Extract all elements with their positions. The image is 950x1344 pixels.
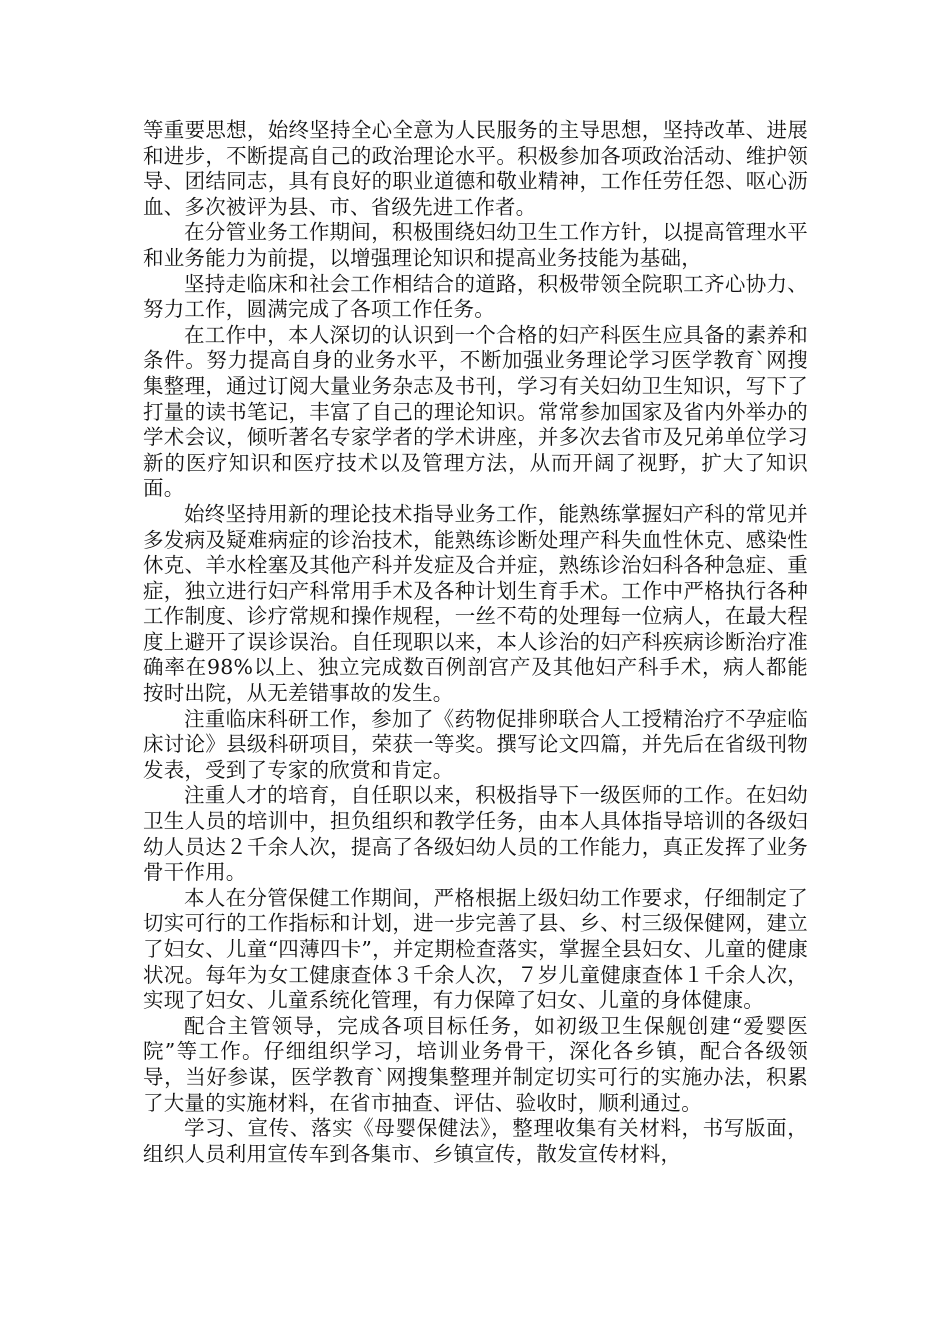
paragraph: 坚持走临床和社会工作相结合的道路，积极带领全院职工齐心协力、努力工作，圆满完成了各项工作任务。: [143, 271, 808, 322]
paragraph: 等重要思想，始终坚持全心全意为人民服务的主导思想，坚持改革、进展和进步，不断提高自己的政治理论水平。积极参加各项政治活动、维护领导、团结同志，具有良好的职业道德和敬业精神，工作任劳任怨、呕心沥血、多次被评为县、市、省级先进工作者。: [143, 118, 808, 219]
paragraph: 注重临床科研工作，参加了《药物促排卵联合人工授精治疗不孕症临床讨论》县级科研项目，荣获一等奖。撰写论文四篇，并先后在省级刊物发表，受到了专家的欣赏和肯定。: [143, 706, 808, 782]
paragraph: 学习、宣传、落实《母婴保健法》，整理收集有关材料，书写版面，组织人员利用宣传车到各集市、乡镇宣传，散发宣传材料，: [143, 1116, 808, 1166]
document-body: [143, 118, 808, 1167]
paragraph: 配合主管领导，完成各项目标任务，如初级卫生保舰创建“爱婴医院”等工作。仔细组织学习，培训业务骨干，深化各乡镇，配合各级领导，当好参谋，医学教育`网搜集整理并制定切实可行的实施办法，积累了大量的实施材料，在省市抽查、评估、验收时，顺利通过。: [143, 1013, 808, 1115]
paragraph: 注重人才的培育，自任职以来，积极指导下一级医师的工作。在妇幼卫生人员的培训中，担负组织和教学任务，由本人具体指导培训的各级妇幼人员达２千余人次，提高了各级妇幼人员的工作能力，真正发挥了业务骨干作用。: [143, 783, 808, 885]
paragraph: 始终坚持用新的理论技术指导业务工作，能熟练掌握妇产科的常见并多发病及疑难病症的诊治技术，能熟练诊断处理产科失血性休克、感染性休克、羊水栓塞及其他产科并发症及合并症，熟练诊治妇科各种急症、重症，独立进行妇产科常用手术及各种计划生育手术。工作中严格执行各种工作制度、诊疗常规和操作规程，一丝不苟的处理每一位病人，在最大程度上避开了误诊误治。自任现职以来，本人诊治的妇产科疾病诊断治疗准确率在98%以上、独立完成数百例剖宫产及其他妇产科手术，病人都能按时出院，从无差错事故的发生。: [143, 501, 808, 706]
paragraph: 在工作中，本人深切的认识到一个合格的妇产科医生应具备的素养和条件。努力提高自身的业务水平，不断加强业务理论学习医学教育`网搜集整理，通过订阅大量业务杂志及书刊，学习有关妇幼卫生知识，写下了打量的读书笔记，丰富了自己的理论知识。常常参加国家及省内外举办的学术会议，倾听著名专家学者的学术讲座，并多次去省市及兄弟单位学习新的医疗知识和医疗技术以及管理方法，从而开阔了视野，扩大了知识面。: [143, 322, 808, 501]
paragraph: 在分管业务工作期间，积极围绕妇幼卫生工作方针，以提高管理水平和业务能力为前提，以增强理论知识和提高业务技能为基础，: [143, 220, 808, 270]
paragraph: 本人在分管保健工作期间，严格根据上级妇幼工作要求，仔细制定了切实可行的工作指标和计划，进一步完善了县、乡、村三级保健网，建立了妇女、儿童“四薄四卡”，并定期检查落实，掌握全县妇女、儿童的健康状况。每年为女工健康查体３千余人次，７岁儿童健康查体１千余人次，实现了妇女、儿童系统化管理，有力保障了妇女、儿童的身体健康。: [143, 885, 808, 1013]
